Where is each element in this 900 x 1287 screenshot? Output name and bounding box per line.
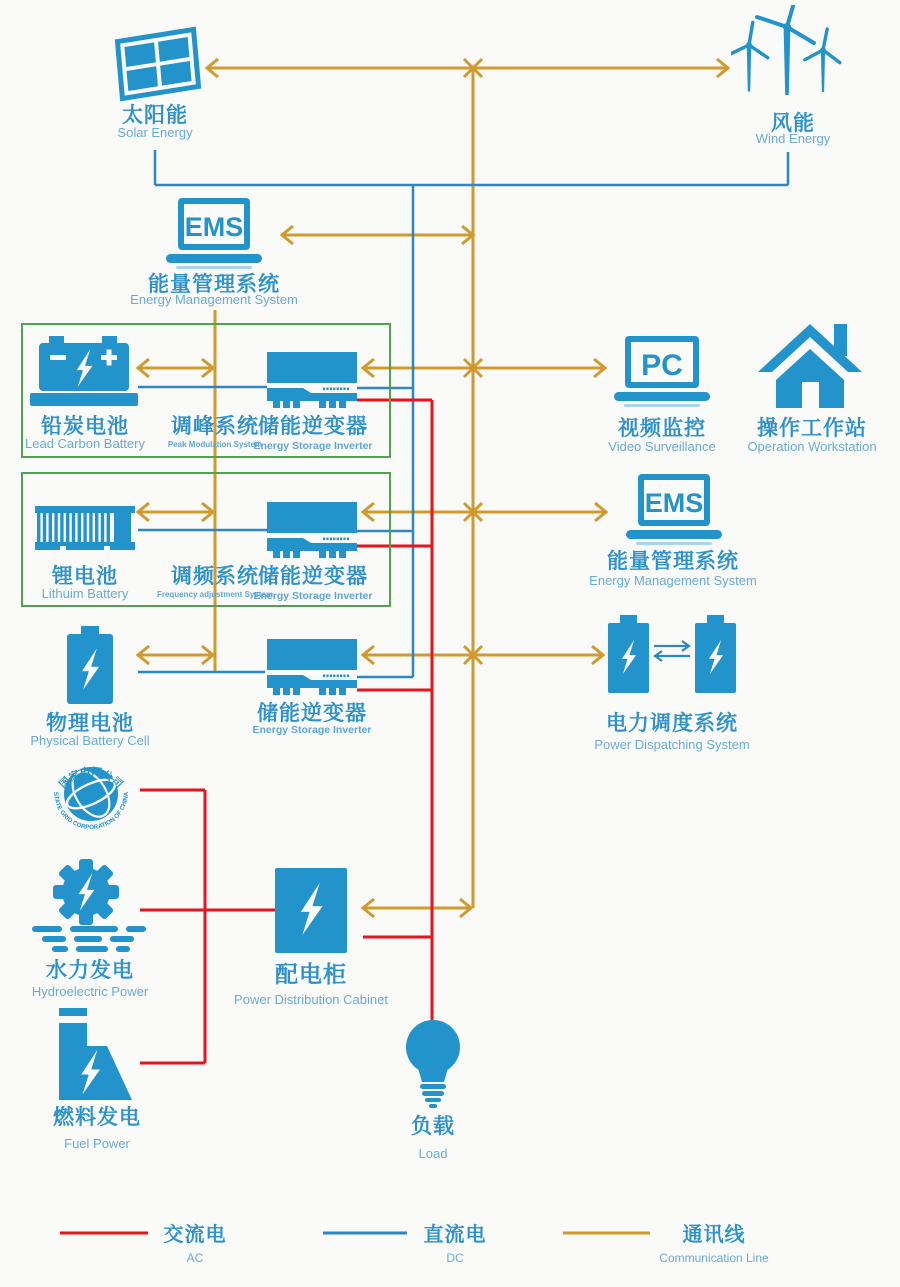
load-subtitle: Load: [418, 1146, 448, 1161]
legend-ac-label: 交流电: [163, 1224, 227, 1246]
state-grid-en-ring-text: STATE GRID CORPORATION OF CHINA: [51, 791, 131, 832]
ems-top-title: 能量管理系统: [148, 273, 280, 296]
ems-right-icon-text: EMS: [644, 488, 704, 518]
li-battery-title: 锂电池: [52, 565, 118, 588]
inverter3-title: 储能逆变器: [257, 702, 367, 725]
lead-battery-subtitle: Lead Carbon Battery: [25, 436, 145, 451]
inverter1-subtitle: Energy Storage Inverter: [253, 440, 373, 452]
legend-dc-label: 直流电: [423, 1224, 487, 1246]
wind-subtitle: Wind Energy: [755, 131, 831, 146]
legend-ac-sublabel: AC: [186, 1251, 204, 1265]
legend-comm-sublabel: Communication Line: [659, 1251, 769, 1265]
state-grid-logo: [45, 748, 137, 840]
workstation-subtitle: Operation Workstation: [747, 439, 877, 454]
ems-top-subtitle: Energy Management System: [130, 292, 298, 307]
state-grid-cn-ring-text: 国家电网公司: [57, 765, 125, 791]
inverter2-subtitle: Energy Storage Inverter: [253, 590, 373, 602]
fuel-power-plant-icon: [57, 1008, 135, 1100]
energy-storage-inverter2-icon: [267, 502, 357, 558]
ems-right-subtitle: Energy Management System: [589, 573, 757, 588]
pc-video-surveillance-icon: [612, 336, 712, 408]
cabinet-subtitle: Power Distribution Cabinet: [234, 992, 388, 1007]
energy-storage-inverter3-icon: [267, 639, 357, 695]
peak-system-subtitle: Peak Modulation System: [167, 440, 263, 449]
load-bulb-icon: [404, 1020, 462, 1108]
video-title: 视频监控: [618, 417, 706, 440]
dispatch-subtitle: Power Dispatching System: [594, 737, 750, 752]
hydroelectric-gear-icon: [32, 858, 146, 956]
ems-right-icon: [626, 474, 722, 546]
operation-workstation-house-icon: [758, 316, 862, 408]
li-battery-subtitle: Lithuim Battery: [41, 586, 129, 601]
dispatch-title: 电力调度系统: [606, 712, 738, 735]
video-subtitle: Video Surveillance: [608, 439, 716, 454]
inverter1-title: 储能逆变器: [258, 415, 368, 438]
cabinet-title: 配电柜: [275, 961, 347, 987]
ems-top-icon-text: EMS: [184, 212, 244, 242]
lithium-battery-icon: [32, 506, 138, 554]
physical-battery-icon: [66, 626, 114, 706]
hydro-title: 水力发电: [46, 959, 134, 982]
wind-turbines-icon: [731, 5, 846, 105]
load-title: 负载: [411, 1115, 455, 1138]
ems-top-icon: [166, 198, 262, 270]
peak-system-title: 调峰系统: [171, 415, 259, 438]
fuel-subtitle: Fuel Power: [64, 1136, 130, 1151]
inverter3-subtitle: Energy Storage Inverter: [252, 724, 372, 736]
freq-system-title: 调频系统: [171, 565, 259, 588]
solar-subtitle: Solar Energy: [117, 125, 193, 140]
pc-icon-text: PC: [641, 349, 683, 382]
solar-title: 太阳能: [122, 104, 188, 127]
power-dispatching-icon: [606, 615, 738, 695]
wind-title: 风能: [771, 112, 815, 135]
physical-battery-subtitle: Physical Battery Cell: [30, 733, 150, 748]
fuel-title: 燃料发电: [53, 1106, 141, 1129]
legend-dc-sublabel: DC: [446, 1251, 464, 1265]
distribution-cabinet-icon: [275, 868, 347, 953]
dispatch-exchange-arrows: [654, 641, 690, 661]
legend-comm-label: 通讯线: [682, 1224, 746, 1246]
hydro-subtitle: Hydroelectric Power: [31, 984, 149, 999]
lead-battery-title: 铅炭电池: [41, 415, 129, 438]
energy-storage-inverter1-icon: [267, 352, 357, 408]
lead-carbon-battery-icon: [30, 336, 138, 406]
solar-panel-icon: [108, 22, 208, 107]
workstation-title: 操作工作站: [757, 417, 867, 440]
freq-system-subtitle: Frequency adjustment System: [156, 590, 274, 599]
physical-battery-title: 物理电池: [46, 712, 134, 735]
ems-right-title: 能量管理系统: [607, 550, 739, 573]
inverter2-title: 储能逆变器: [258, 565, 368, 588]
